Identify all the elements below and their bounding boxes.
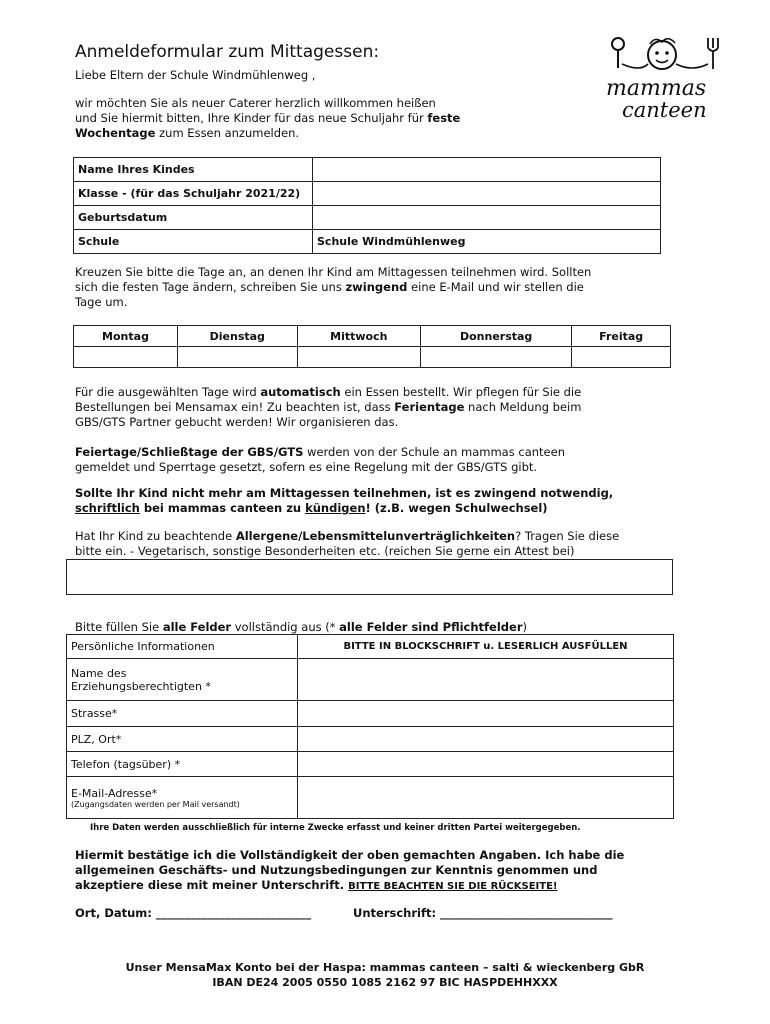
allergies-paragraph: Hat Ihr Kind zu beachtende Allergene/Lebensmittelunverträglichkeiten? Tragen Sie diese bitte ein. - Vegetarisch, sonstige Besonderheiten etc. (reichen Sie gerne ein Attest bei) [75,529,620,558]
confirmation-paragraph: Hiermit bestätige ich die Vollständigkeit der oben gemachten Angaben. Ich habe die allgemeinen Geschäfts- und Nutzungsbedingungen zur Kenntnis genommen und akzeptiere diese mit meiner Unterschrift. BITTE BEACHTEN SIE DIE RÜCKSEITE! [75,848,625,892]
label-zip-city: PLZ, Ort* [67,727,298,752]
greeting: Liebe Eltern der Schule Windmühlenweg , [75,68,316,82]
child-info-table [73,157,661,254]
privacy-note: Ihre Daten werden ausschließlich für interne Zwecke erfasst und keiner dritten Partei weitergegeben. [90,823,581,833]
blockschrift-header: BITTE IN BLOCKSCHRIFT u. LESERLICH AUSFÜLLEN [298,635,674,659]
fill-instructions: Bitte füllen Sie alle Felder vollständig aus (* alle Felder sind Pflichtfelder) [75,620,527,634]
birthdate-field[interactable] [313,206,661,230]
day-checkbox-monday[interactable] [74,347,178,368]
ordering-paragraph: Für die ausgewählten Tage wird automatisch ein Essen bestellt. Wir pflegen für Sie die Bestellungen bei Mensamax ein! Zu beachten ist, dass Ferientage nach Meldung beim GBS/GTS Partner gebucht werden! Wir organisieren das. [75,385,582,429]
personal-info-table [66,634,674,819]
holidays-paragraph: Feiertage/Schließtage der GBS/GTS werden von der Schule an mammas canteen gemeldet und Sperrtage gesetzt, sofern es eine Regelung mit der GBS/GTS gibt. [75,445,565,474]
table-row [67,727,674,752]
weekday-table [73,325,671,368]
table-row [74,326,671,347]
table-row [67,635,674,659]
zip-city-field[interactable] [298,727,674,752]
table-row [74,158,661,182]
child-name-field[interactable] [313,158,661,182]
label-phone: Telefon (tagsüber) * [67,752,298,777]
class-field[interactable] [313,182,661,206]
cancellation-paragraph: Sollte Ihr Kind nicht mehr am Mittagessen teilnehmen, ist es zwingend notwendig, schriftlich bei mammas canteen zu kündigen! (z.B. wegen Schulwechsel) [75,486,614,515]
personal-info-header: Persönliche Informationen [67,635,298,659]
label-birthdate: Geburtsdatum [74,206,313,230]
label-street: Strasse* [67,701,298,727]
day-header-tuesday: Dienstag [177,326,297,347]
page-title: Anmeldeformular zum Mittagessen: [75,42,380,62]
street-field[interactable] [298,701,674,727]
table-row [67,752,674,777]
signature-field[interactable]: Unterschrift: ______________________________ [353,906,613,920]
school-field[interactable]: Schule Windmühlenweg [313,230,661,254]
label-class: Klasse - (für das Schuljahr 2021/22) [74,182,313,206]
phone-field[interactable] [298,752,674,777]
intro-text: wir möchten Sie als neuer Caterer herzlich willkommen heißen und Sie hiermit bitten, Ihre Kinder für das neue Schuljahr für feste Wochentage zum Essen anzumelden. [75,96,461,140]
day-header-friday: Freitag [572,326,671,347]
footer [0,960,770,990]
table-row [67,701,674,727]
label-guardian-name: Name des Erziehungsberechtigten * [67,659,298,701]
day-header-wednesday: Mittwoch [297,326,420,347]
table-row [74,206,661,230]
table-row [74,182,661,206]
day-header-thursday: Donnerstag [420,326,571,347]
allergies-input-box[interactable] [66,559,673,595]
day-header-monday: Montag [74,326,178,347]
table-row [67,659,674,701]
place-date-field[interactable]: Ort, Datum: ___________________________ [75,906,312,920]
guardian-name-field[interactable] [298,659,674,701]
email-field[interactable] [298,777,674,819]
table-row [74,347,671,368]
label-child-name: Name Ihres Kindes [74,158,313,182]
label-school: Schule [74,230,313,254]
table-row [67,777,674,819]
label-email: E-Mail-Adresse* (Zugangsdaten werden per Mail versandt) [67,777,298,819]
day-checkbox-thursday[interactable] [420,347,571,368]
table-row [74,230,661,254]
footer-bank-line: Unser MensaMax Konto bei der Haspa: mammas canteen – salti & wieckenberg GbR [125,961,645,974]
logo-text-mammas: mammas [606,76,707,101]
footer-iban-line: IBAN DE24 2005 0550 1085 2162 97 BIC HASPDEHHXXX [212,976,558,989]
days-instructions: Kreuzen Sie bitte die Tage an, an denen Ihr Kind am Mittagessen teilnehmen wird. Sollten sich die festen Tage ändern, schreiben Sie uns zwingend eine E-Mail und wir stellen die Tage um. [75,265,592,309]
day-checkbox-tuesday[interactable] [177,347,297,368]
mammas-canteen-logo [600,30,735,125]
logo-text-canteen: canteen [622,98,707,122]
day-checkbox-friday[interactable] [572,347,671,368]
day-checkbox-wednesday[interactable] [297,347,420,368]
